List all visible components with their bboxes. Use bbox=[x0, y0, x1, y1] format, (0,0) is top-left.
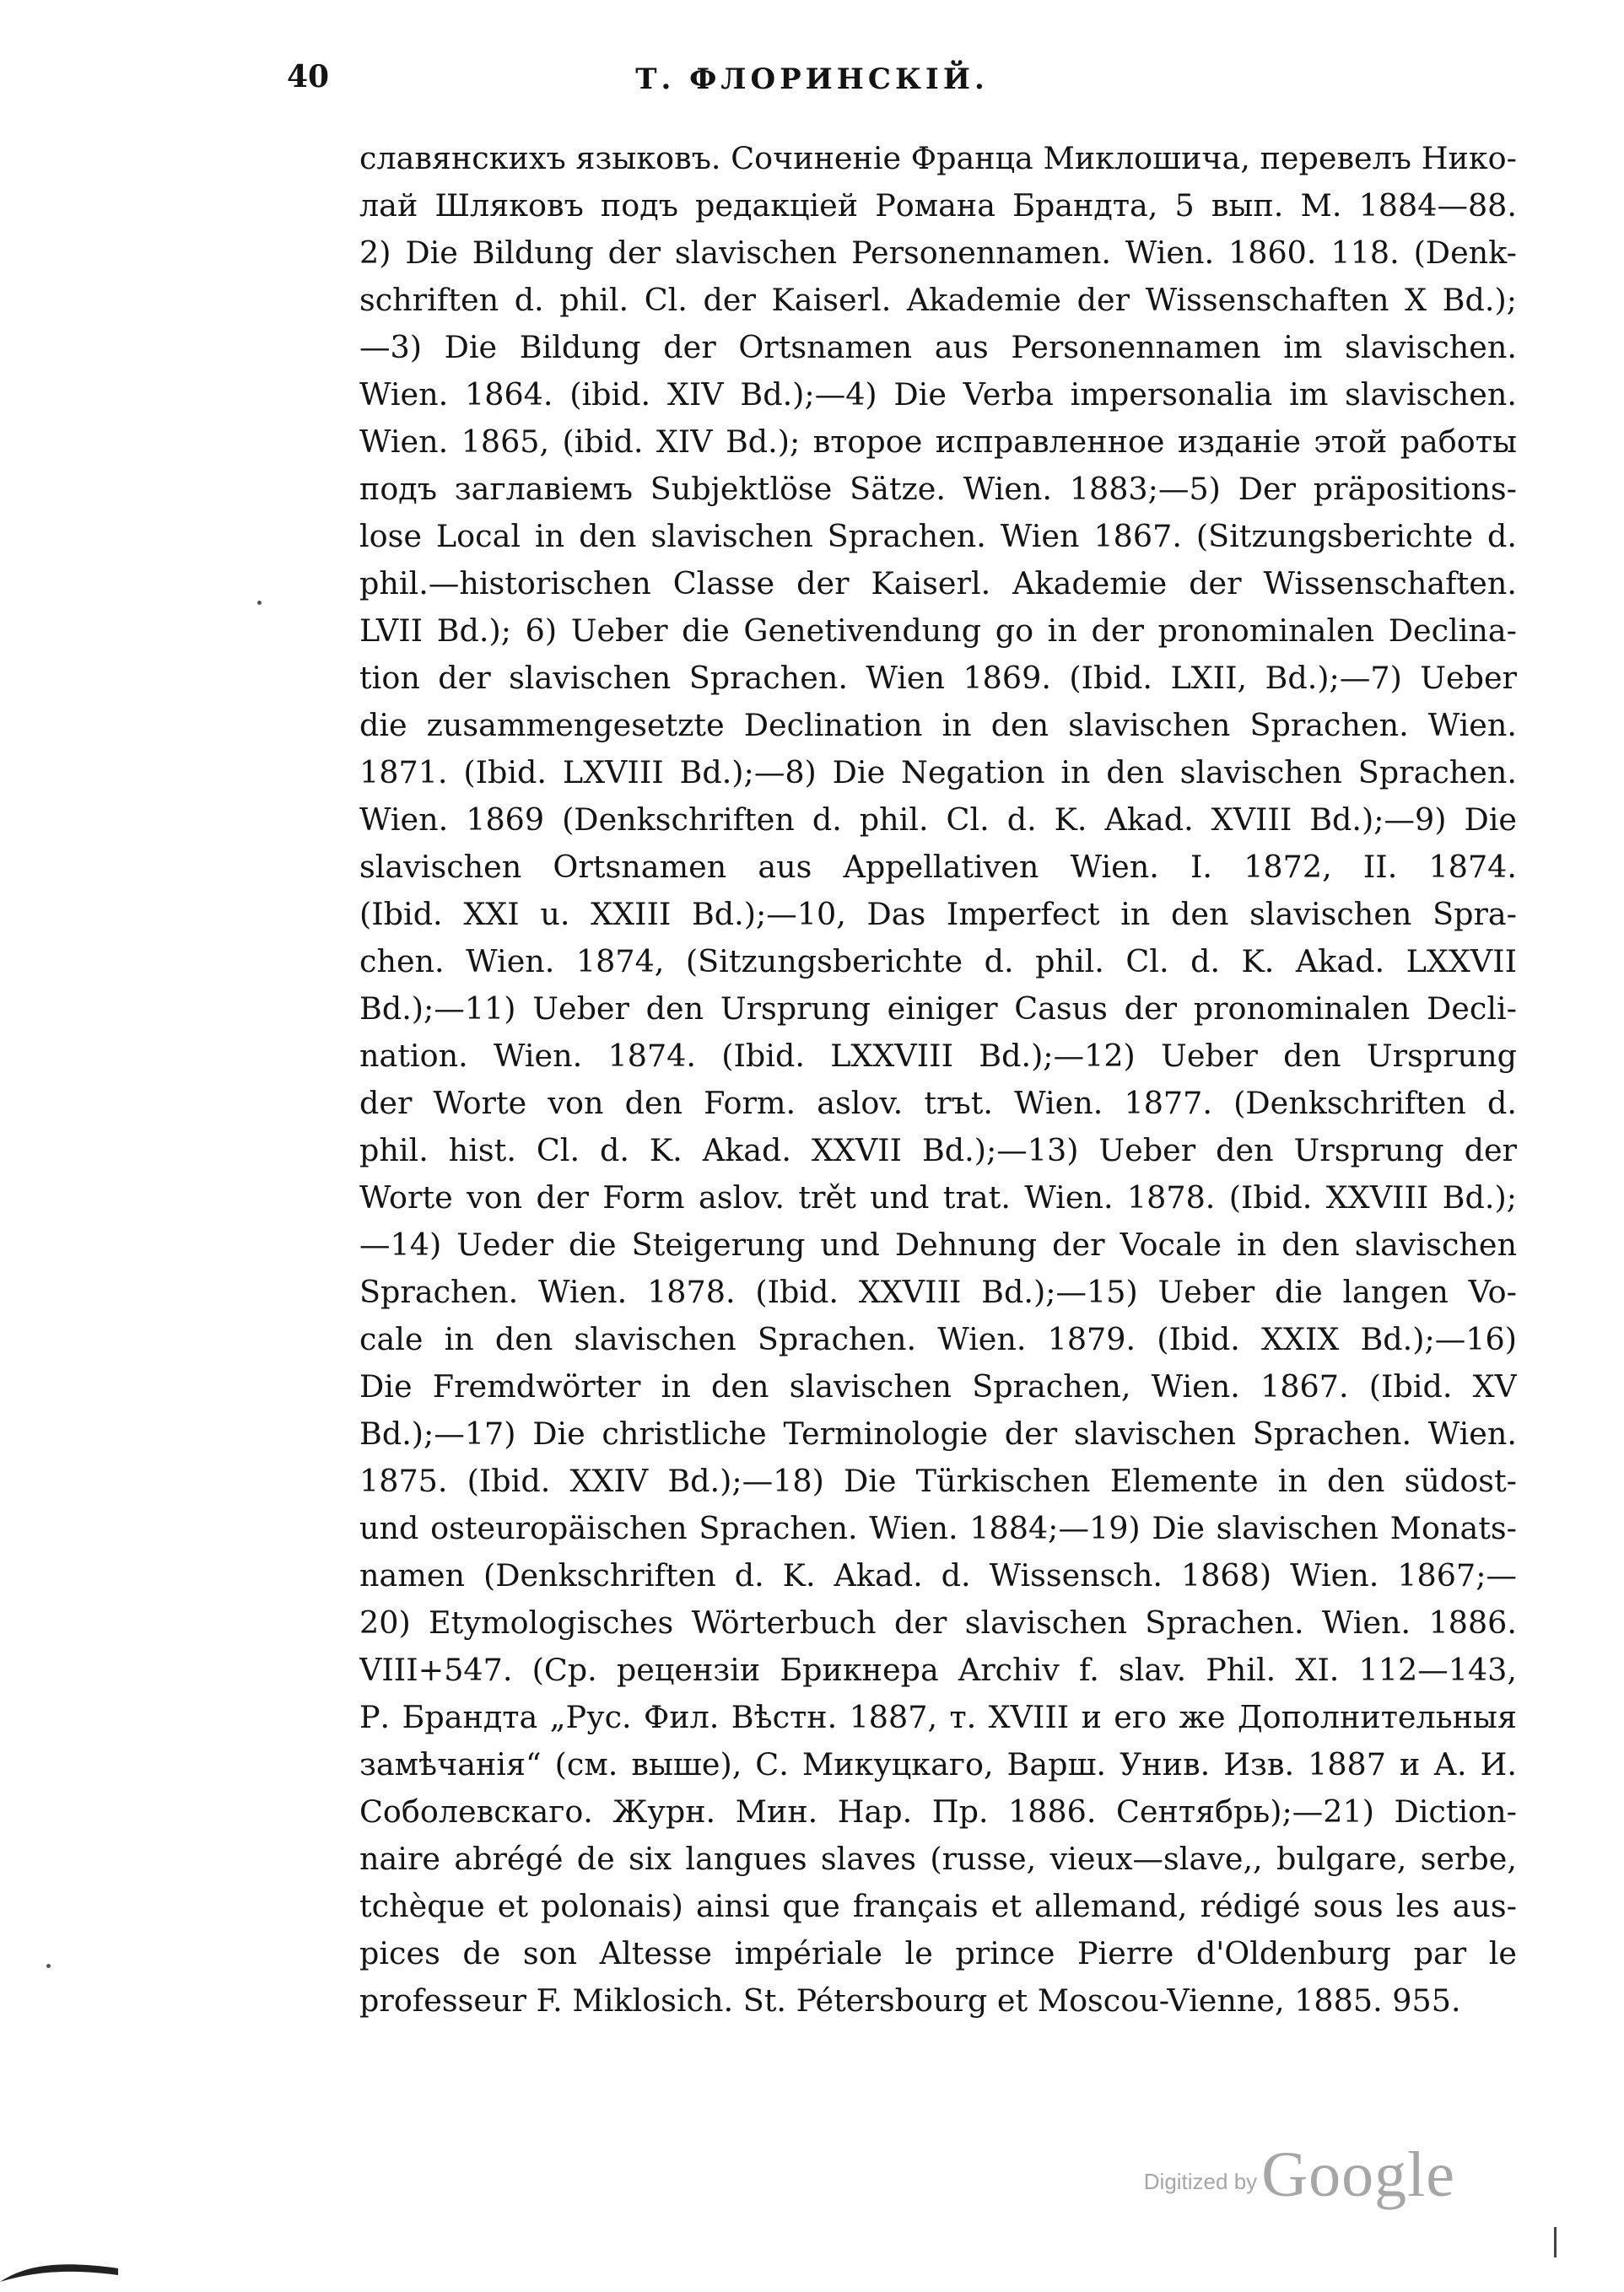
google-logo: Google bbox=[1261, 2139, 1455, 2210]
scan-edge-mark bbox=[1554, 2227, 1557, 2257]
text-line: Wien. 1869 (Denkschriften d. phil. Cl. d. K. Akad. XVIII Bd.);—9) Die bbox=[359, 801, 1517, 838]
text-line: 20) Etymologisches Wörterbuch der slavischen Sprachen. Wien. 1886. bbox=[359, 1604, 1517, 1641]
text-line: naire abrégé de six langues slaves (russe, vieux—slave,, bulgare, serbe, bbox=[359, 1841, 1517, 1877]
text-line: —14) Ueder die Steigerung und Dehnung der Vocale in den slavischen bbox=[359, 1227, 1517, 1263]
text-line: cale in den slavischen Sprachen. Wien. 1879. (Ibid. XXIX Bd.);—16) bbox=[359, 1321, 1517, 1357]
watermark-prefix: Digitized by bbox=[1143, 2169, 1258, 2194]
text-line: 2) Die Bildung der slavischen Personennamen. Wien. 1860. 118. (Denk- bbox=[359, 235, 1517, 271]
text-line: und osteuropäischen Sprachen. Wien. 1884;—19) Die slavischen Monats- bbox=[359, 1510, 1517, 1546]
text-line: schriften d. phil. Cl. der Kaiserl. Akademie der Wissenschaften X Bd.); bbox=[359, 282, 1517, 318]
text-line: slavischen Ortsnamen aus Appellativen Wien. I. 1872, II. 1874. bbox=[359, 849, 1517, 885]
text-line: phil.—historischen Classe der Kaiserl. Akademie der Wissenschaften. bbox=[359, 565, 1517, 601]
text-line: namen (Denkschriften d. K. Akad. d. Wissensch. 1868) Wien. 1867;— bbox=[359, 1557, 1517, 1594]
text-line: славянскихъ языковъ. Сочиненіе Франца Миклошича, перевелъ Нико- bbox=[359, 140, 1517, 176]
text-line: LVII Bd.); 6) Ueber die Genetivendung go in der pronominalen Declina- bbox=[359, 612, 1517, 649]
text-line: подъ заглавіемъ Subjektlöse Sätze. Wien. 1883;—5) Der präpositions- bbox=[359, 471, 1517, 507]
text-line: VIII+547. (Ср. рецензіи Брикнера Archiv f. slav. Phil. XI. 112—143, bbox=[359, 1652, 1517, 1688]
text-line: nation. Wien. 1874. (Ibid. LXXVIII Bd.);—12) Ueber den Ursprung bbox=[359, 1038, 1517, 1074]
page-edge-shadow bbox=[0, 2257, 118, 2282]
text-line: Р. Брандта „Рус. Фил. Вѣстн. 1887, т. XVIII и его же Дополнительныя bbox=[359, 1699, 1517, 1735]
text-line: замѣчанія“ (см. выше), С. Микуцкаго, Варш. Унив. Изв. 1887 и А. И. bbox=[359, 1746, 1517, 1782]
text-line: phil. hist. Cl. d. K. Akad. XXVII Bd.);—13) Ueber den Ursprung der bbox=[359, 1132, 1517, 1168]
text-line: 1875. (Ibid. XXIV Bd.);—18) Die Türkischen Elemente in den südost- bbox=[359, 1463, 1517, 1499]
text-line: pices de son Altesse impériale le prince Pierre d'Oldenburg par le bbox=[359, 1935, 1517, 1971]
text-line: Sprachen. Wien. 1878. (Ibid. XXVIII Bd.);—15) Ueber die langen Vo- bbox=[359, 1274, 1517, 1310]
body-text bbox=[359, 135, 1517, 2025]
text-line: lose Local in den slavischen Sprachen. Wien 1867. (Sitzungsberichte d. bbox=[359, 518, 1517, 554]
text-line: tchèque et polonais) ainsi que français et allemand, rédigé sous les aus- bbox=[359, 1888, 1517, 1924]
text-line: chen. Wien. 1874, (Sitzungsberichte d. phil. Cl. d. K. Akad. LXXVII bbox=[359, 943, 1517, 979]
text-line: Bd.);—17) Die christliche Terminologie der slavischen Sprachen. Wien. bbox=[359, 1416, 1517, 1452]
page-header bbox=[0, 59, 1624, 110]
text-line: (Ibid. XXI u. XXIII Bd.);—10, Das Imperfect in den slavischen Spra- bbox=[359, 896, 1517, 932]
text-line: Wien. 1864. (ibid. XIV Bd.);—4) Die Verba impersonalia im slavischen. bbox=[359, 376, 1517, 413]
running-head: Т. ФЛОРИНСКІЙ. bbox=[635, 62, 989, 96]
text-line: Die Fremdwörter in den slavischen Sprachen, Wien. 1867. (Ibid. XV bbox=[359, 1368, 1517, 1405]
text-line: tion der slavischen Sprachen. Wien 1869. (Ibid. LXII, Bd.);—7) Ueber bbox=[359, 660, 1517, 696]
text-line: Wien. 1865, (ibid. XIV Bd.); второе исправленное изданіе этой работы bbox=[359, 423, 1517, 460]
scan-speck bbox=[46, 1964, 51, 1968]
text-line: —3) Die Bildung der Ortsnamen aus Personennamen im slavischen. bbox=[359, 329, 1517, 365]
text-line: Bd.);—11) Ueber den Ursprung einiger Casus der pronominalen Decli- bbox=[359, 990, 1517, 1027]
text-line: der Worte von den Form. aslov. trъt. Wien. 1877. (Denkschriften d. bbox=[359, 1085, 1517, 1121]
text-line: professeur F. Miklosich. St. Pétersbourg et Moscou-Vienne, 1885. 955. bbox=[359, 1982, 1461, 2019]
text-line: Worte von der Form aslov. trět und trat. Wien. 1878. (Ibid. XXVIII Bd.); bbox=[359, 1179, 1517, 1216]
text-line: die zusammengesetzte Declination in den slavischen Sprachen. Wien. bbox=[359, 707, 1517, 743]
text-line: Соболевскаго. Журн. Мин. Нар. Пр. 1886. Сентябрь);—21) Diction- bbox=[359, 1793, 1517, 1830]
text-line: лай Шляковъ подъ редакціей Романа Брандта, 5 вып. М. 1884—88. bbox=[359, 187, 1517, 224]
scan-speck bbox=[257, 601, 262, 605]
text-line: 1871. (Ibid. LXVIII Bd.);—8) Die Negation in den slavischen Sprachen. bbox=[359, 754, 1517, 790]
page-number: 40 bbox=[287, 59, 330, 94]
digitized-by-google-watermark bbox=[1144, 2138, 1455, 2212]
